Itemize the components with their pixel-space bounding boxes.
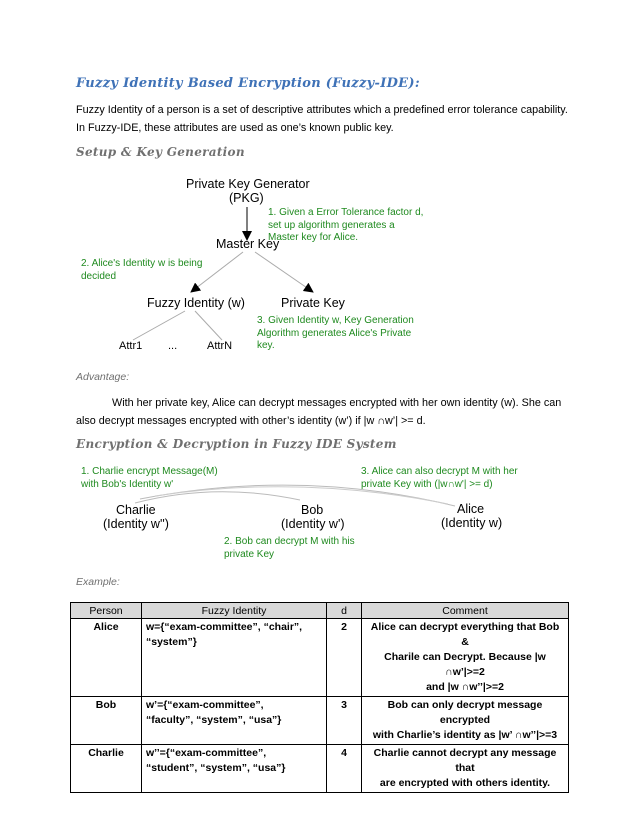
ellipsis-node: ... (168, 340, 178, 352)
encdec-note-3 (361, 466, 518, 491)
encdec-note-3-line: 3. Alice can also decrypt M with her (361, 466, 518, 477)
master-key-node: Master Key (216, 237, 280, 251)
encdec-note-1-line: 1. Charlie encrypt Message(M) (81, 466, 218, 477)
setup-note-3-line: key. (257, 340, 275, 351)
advantage-line-1: With her private key, Alice can decrypt messages encrypted with her own identity (w). She can (112, 397, 562, 409)
example-label: Example: (76, 576, 120, 588)
cell-fuzzy-line: w’’={“exam-committee”, (146, 747, 267, 759)
cell-fuzzy (142, 697, 327, 745)
intro-line-2: In Fuzzy-IDE, these attributes are used as one’s known public key. (76, 122, 394, 134)
setup-note-3-line: 3. Given Identity w, Key Generation (257, 315, 414, 326)
attrn-node: AttrN (207, 340, 233, 352)
identity-table (70, 602, 569, 793)
advantage-paragraph (76, 394, 596, 430)
intro-line-1: Fuzzy Identity of a person is a set of descriptive attributes which a predefined error tolerance capability. (76, 104, 568, 116)
table-row (71, 745, 569, 793)
cell-d: 2 (327, 619, 362, 697)
cell-fuzzy-line: “faculty”, “system”, “usa”} (146, 714, 282, 726)
cell-comment (362, 697, 569, 745)
setup-note-1-line: 1. Given a Error Tolerance factor d, (268, 207, 424, 218)
cell-comment-line: Charile can Decrypt. Because |w ∩w’|>=2 (384, 651, 546, 678)
encdec-note-2-line: private Key (224, 548, 275, 560)
private-key-node: Private Key (281, 296, 345, 310)
setup-note-2-line: decided (81, 270, 117, 282)
setup-note-1 (268, 207, 423, 245)
cell-fuzzy-line: “student”, “system”, “usa”} (146, 762, 286, 774)
encdec-note-1 (81, 466, 218, 491)
setup-note-2 (81, 258, 202, 283)
setup-note-1-line: set up algorithm generates a (268, 219, 395, 231)
alice-name: Alice (457, 502, 485, 516)
setup-note-1-line: Master key for Alice. (268, 232, 359, 243)
encdec-note-1-line: with Bob's Identity w' (81, 478, 174, 490)
cell-comment (362, 745, 569, 793)
table-row (71, 619, 569, 697)
setup-note-3 (257, 315, 414, 353)
charlie-name: Charlie (116, 503, 156, 517)
fuzzy-to-attr1-line (133, 311, 185, 340)
cell-comment-line: and |w ∩w’’|>=2 (426, 681, 504, 693)
header-d: d (327, 603, 362, 619)
cell-fuzzy (142, 619, 327, 697)
cell-comment (362, 619, 569, 697)
advantage-label: Advantage: (76, 371, 130, 383)
charlie-to-bob-curve (135, 492, 300, 503)
cell-comment-line: Alice can decrypt everything that Bob & (370, 621, 560, 648)
fuzzy-identity-node: Fuzzy Identity (w) (147, 296, 245, 310)
cell-comment-line: Charlie cannot decrypt any message that (373, 747, 557, 774)
encdec-note-2-line: 2. Bob can decrypt M with his (224, 536, 355, 547)
bob-identity: (Identity w') (281, 517, 345, 531)
cell-fuzzy-line: w’={“exam-committee”, (146, 699, 264, 711)
master-to-privatekey-arrow (255, 252, 313, 292)
cell-d: 3 (327, 697, 362, 745)
header-comment: Comment (362, 603, 569, 619)
cell-comment-line: Bob can only decrypt message encrypted (387, 699, 543, 726)
page-title: Fuzzy Identity Based Encryption (Fuzzy-IDE): (76, 76, 420, 91)
table-row (71, 697, 569, 745)
cell-person: Bob (71, 697, 142, 745)
cell-comment-line: are encrypted with others identity. (379, 777, 551, 789)
header-person: Person (71, 603, 142, 619)
header-fuzzy-identity: Fuzzy Identity (142, 603, 327, 619)
bob-name: Bob (301, 503, 324, 517)
encdec-note-2 (224, 536, 355, 561)
advantage-line-2: also decrypt messages encrypted with other’s identity (w’) if |w ∩w’| >= d. (76, 415, 426, 427)
table-header-row (71, 603, 569, 619)
setup-heading: Setup & Key Generation (76, 145, 245, 159)
cell-fuzzy (142, 745, 327, 793)
attr1-node: Attr1 (119, 340, 143, 352)
cell-fuzzy-line: “system”} (146, 636, 197, 648)
cell-comment-line: with Charlie’s identity as |w’ ∩w’’|>=3 (372, 729, 558, 741)
pkg-node-line2: (PKG) (229, 191, 264, 205)
fuzzy-to-attrn-line (195, 311, 222, 340)
cell-fuzzy-line: w={“exam-committee”, “chair”, (146, 621, 303, 633)
cell-person: Charlie (71, 745, 142, 793)
setup-note-3-line: Algorithm generates Alice's Private (257, 327, 412, 339)
charlie-identity: (Identity w'') (103, 517, 169, 531)
setup-note-2-line: 2. Alice's Identity w is being (81, 258, 203, 269)
cell-person: Alice (71, 619, 142, 697)
pkg-node-line1: Private Key Generator (186, 177, 310, 191)
encdec-heading: Encryption & Decryption in Fuzzy IDE System (76, 437, 397, 451)
encdec-note-3-line: private Key with (|w∩w'| >= d) (361, 478, 493, 490)
cell-d: 4 (327, 745, 362, 793)
alice-identity: (Identity w) (441, 516, 503, 530)
